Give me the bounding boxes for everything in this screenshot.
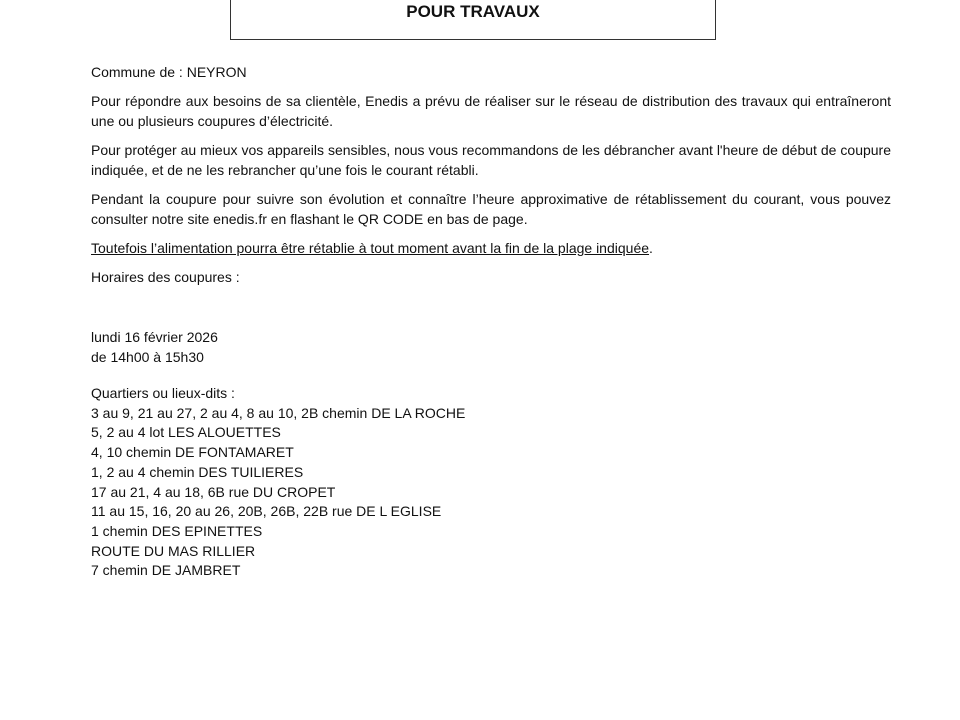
place-item: 11 au 15, 16, 20 au 26, 20B, 26B, 22B rue DE L EGLISE [91,503,442,520]
place-item: 1, 2 au 4 chemin DES TUILIERES [91,463,304,480]
place-item: ROUTE DU MAS RILLIER [91,542,256,559]
place-item: 5, 2 au 4 lot LES ALOUETTES [91,424,281,441]
places-label: Quartiers ou lieux-dits : [91,385,235,401]
warning-period: . [649,240,653,256]
commune-line: Commune de : NEYRON [91,64,247,80]
notice-body [91,62,891,296]
place-item: 1 chemin DES EPINETTES [91,522,263,539]
title-box [230,0,716,40]
title-line-2: POUR TRAVAUX [406,2,540,21]
paragraph-works: Pour répondre aux besoins de sa clientèle, Enedis a prévu de réaliser sur le réseau de distribution des travaux qui entraîneront une ou plusieurs coupures d’électricité. [91,93,891,129]
paragraph-follow-up: Pendant la coupure pour suivre son évolution et connaître l’heure approximative de rétablissement du courant, vous pouvez consulter notre site enedis.fr en flashant le QR CODE en bas de page. [91,191,891,227]
schedule-date: lundi 16 février 2026 [91,329,218,345]
paragraph-appliances: Pour protéger au mieux vos appareils sensibles, nous vous recommandons de les débrancher avant l'heure de début de coupure indiquée, et de ne les rebrancher qu’une fois le courant rétabli. [91,142,891,178]
warning-text: Toutefois l’alimentation pourra être rétablie à tout moment avant la fin de la plage indiquée [91,240,650,256]
place-item: 17 au 21, 4 au 18, 6B rue DU CROPET [91,483,336,500]
place-item: 4, 10 chemin DE FONTAMARET [91,444,294,461]
places-block [91,384,465,581]
schedule-time: de 14h00 à 15h30 [91,349,204,365]
place-item: 7 chemin DE JAMBRET [91,562,241,579]
schedule-label: Horaires des coupures : [91,269,240,285]
place-item: 3 au 9, 21 au 27, 2 au 4, 8 au 10, 2B chemin DE LA ROCHE [91,404,466,421]
warning-line [91,238,891,258]
schedule-block [91,327,218,367]
